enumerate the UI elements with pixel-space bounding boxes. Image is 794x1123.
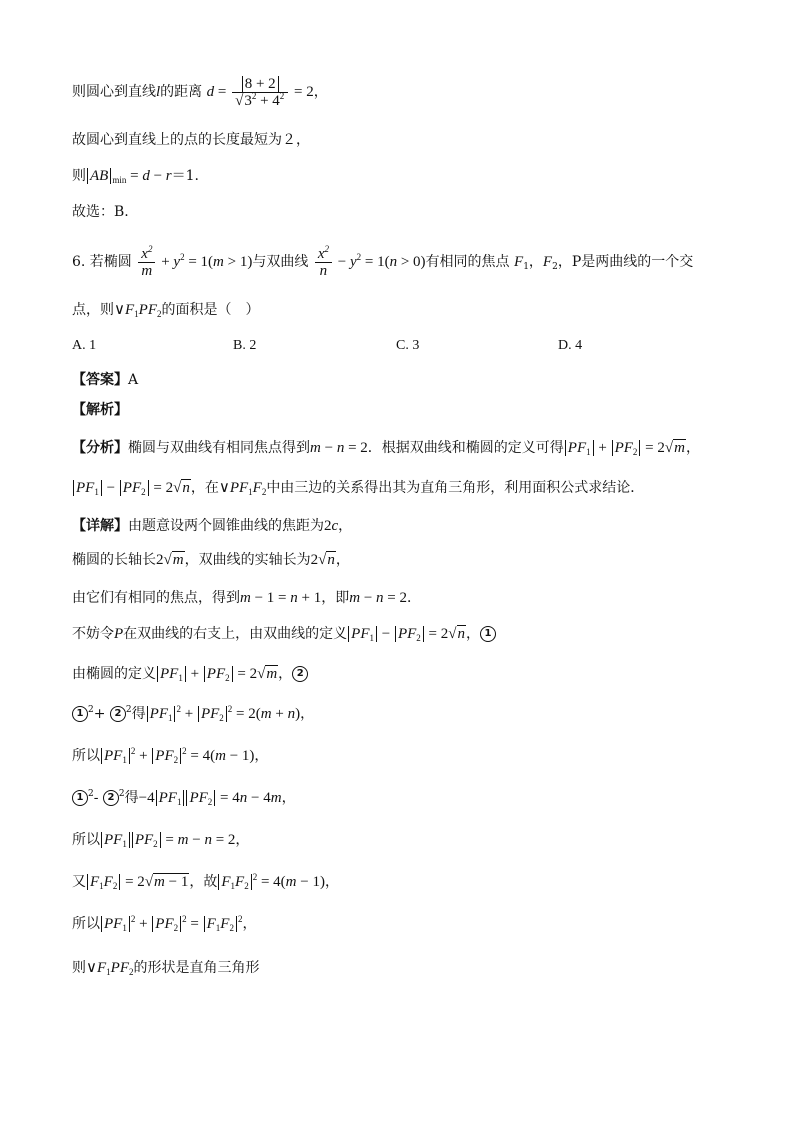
ab-min-line: 则 AB $_{min}$ = d − r＝1. xyxy=(72,168,199,185)
option-b: B. 2 xyxy=(233,338,257,353)
detail-line12: 则$\vee F_1PF_2$的形状是直角三角形 xyxy=(72,960,260,977)
option-a: A. 1 xyxy=(72,338,97,353)
distance-line: 则圆心到直线l的距离 d = $\frac{8 + 2}{√3^2 + 4^2}$ = 2， xyxy=(72,76,328,109)
choice-line: 故选：B. xyxy=(72,204,129,220)
question-6: 6. 若椭圆 $\frac{x^2}{m}$ + $y^2 = 1(m > 1)$与双曲线 $\frac{x^2}{n}$ − $y^2 = 1(n > 0)$有相同的焦点 $F_1$，$F_2$，P是两曲线的一个交 xyxy=(72,244,694,279)
detail-line5: 由椭圆的定义 $PF_1 + PF_2 = 2√m$， 2 xyxy=(72,664,308,684)
fenxi-line2: $PF_1 - PF_2 = 2√n$，在$\vee PF_1F_2$中由三边的关系得出其为直角三角形，利用面积公式求结论． xyxy=(72,478,644,498)
detail-line2: 椭圆的长轴长2√m，双曲线的实轴长为2√n， xyxy=(72,552,350,568)
analysis-label: 【解析】 xyxy=(72,402,128,418)
distance-fraction: $\frac{8 + 2}{√3^2 + 4^2}$ xyxy=(232,76,288,109)
option-d: D. 4 xyxy=(558,338,583,353)
detail-line6: 1 $^2$+ 2 $^2$得 $PF_1^2 + PF_2^2 = 2(m + n)$， xyxy=(72,704,314,724)
detail-line8: 1 $^2$- 2 $^2$得−4 $PF_1$ $PF_2 = 4n - 4m$， xyxy=(72,788,296,808)
circled-two: 2 xyxy=(292,666,308,682)
detail-line1: 【详解】由题意设两个圆锥曲线的焦距为2c， xyxy=(72,518,353,534)
circled-one: 1 xyxy=(480,626,496,642)
option-c: C. 3 xyxy=(396,338,420,353)
fenxi-line1: 【分析】椭圆与双曲线有相同焦点得到m − n = 2．根据双曲线和椭圆的定义可得 $PF_1 + PF_2 = 2√m$， xyxy=(72,440,700,457)
detail-line3: 由它们有相同的焦点，得到m − 1 = n + 1，即m − n = 2． xyxy=(72,590,422,606)
detail-line7: 所以 $PF_1^2 + PF_2^2 = 4(m - 1)$， xyxy=(72,746,269,765)
detail-line9: 所以 $PF_1$ $PF_2 = m - n = 2$， xyxy=(72,832,250,849)
detail-line10: 又 $F_1F_2 = 2√m - 1$，故 $F_1F_2^2 = 4(m - 1)$， xyxy=(72,872,339,891)
detail-line11: 所以 $PF_1^2 + PF_2^2 = F_1F_2^2$， xyxy=(72,914,257,933)
answer-line: 【答案】A xyxy=(72,372,139,388)
detail-line4: 不妨令P在双曲线的右支上，由双曲线的定义 $PF_1 - PF_2 = 2√n$， 1 xyxy=(72,624,496,644)
shortest-line: 故圆心到直线上的点的长度最短为２， xyxy=(72,132,310,148)
question-6-line2: 点，则$\vee F_1PF_2$的面积是（ ） xyxy=(72,302,260,319)
